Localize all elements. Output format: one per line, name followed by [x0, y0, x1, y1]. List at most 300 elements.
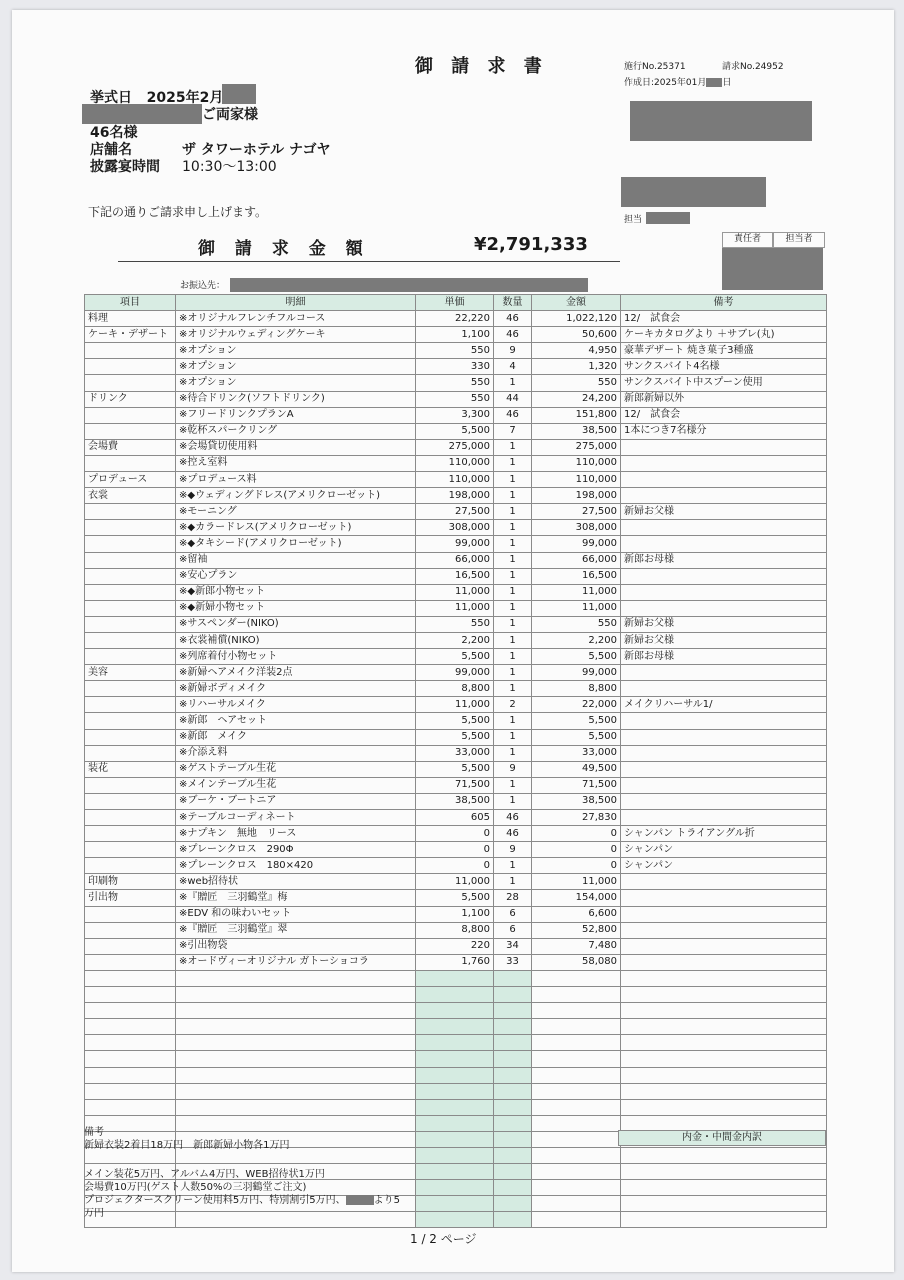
shiko-number: 施行No.25371 — [624, 62, 686, 72]
col-header-item: 項目 — [85, 295, 176, 311]
cell-remarks — [621, 665, 827, 681]
cell-remarks — [621, 1067, 827, 1083]
cell-detail: ※web招待状 — [176, 874, 416, 890]
col-header-detail: 明細 — [176, 295, 416, 311]
remarks-line: 万円 — [84, 1208, 104, 1219]
cell-unit-price: 5,500 — [416, 761, 494, 777]
cell-quantity — [494, 1067, 532, 1083]
cell-quantity: 9 — [494, 761, 532, 777]
family-name: ご両家様 — [202, 107, 258, 123]
redaction — [722, 248, 823, 290]
col-header-remarks: 備考 — [621, 295, 827, 311]
cell-detail — [176, 1083, 416, 1099]
cell-amount: 4,950 — [532, 343, 621, 359]
cell-item — [85, 568, 176, 584]
cell-quantity: 1 — [494, 375, 532, 391]
cell-remarks — [621, 1099, 827, 1115]
cell-remarks — [621, 906, 827, 922]
empty-row — [85, 1083, 827, 1099]
cell-amount — [532, 1051, 621, 1067]
cell-item: 装花 — [85, 761, 176, 777]
cell-remarks — [621, 777, 827, 793]
document-title: 御 請 求 書 — [415, 56, 548, 77]
cell-quantity: 1 — [494, 649, 532, 665]
cell-quantity: 1 — [494, 455, 532, 471]
cell-item — [85, 745, 176, 761]
cell-detail: ※プレーンクロス 180×420 — [176, 858, 416, 874]
cell-amount: 5,500 — [532, 713, 621, 729]
cell-item — [85, 343, 176, 359]
store-name: 店舗名 ザ タワーホテル ナゴヤ — [90, 142, 331, 158]
cell-remarks — [621, 1147, 827, 1163]
table-row — [85, 697, 827, 713]
cell-amount: 154,000 — [532, 890, 621, 906]
redaction — [630, 101, 812, 141]
cell-unit-price — [416, 1164, 494, 1180]
table-header-row — [85, 295, 827, 311]
cell-item: 料理 — [85, 311, 176, 327]
cell-quantity: 6 — [494, 922, 532, 938]
cell-item — [85, 423, 176, 439]
cell-detail: ※『贈匠 三羽鶴堂』梅 — [176, 890, 416, 906]
cell-remarks: 新婦お父様 — [621, 632, 827, 648]
cell-remarks — [621, 954, 827, 970]
cell-amount: 22,000 — [532, 697, 621, 713]
cell-amount: 198,000 — [532, 488, 621, 504]
sekinin-stamp-label: 責任者 — [722, 232, 773, 248]
cell-remarks — [621, 1180, 827, 1196]
cell-detail — [176, 1035, 416, 1051]
cell-quantity — [494, 1164, 532, 1180]
cell-unit-price: 110,000 — [416, 455, 494, 471]
cell-remarks — [621, 890, 827, 906]
cell-remarks: 1本につき7名様分 — [621, 423, 827, 439]
cell-quantity: 46 — [494, 311, 532, 327]
cell-detail: ※オリジナルフレンチフルコース — [176, 311, 416, 327]
remarks-line: 会場費10万円(ゲスト人数50%の三羽鶴堂ご注文) — [84, 1182, 307, 1193]
table-row — [85, 375, 827, 391]
cell-amount: 8,800 — [532, 681, 621, 697]
cell-amount: 0 — [532, 826, 621, 842]
cell-amount: 7,480 — [532, 938, 621, 954]
cell-amount: 0 — [532, 858, 621, 874]
cell-unit-price — [416, 1196, 494, 1212]
cell-remarks — [621, 455, 827, 471]
cell-item — [85, 520, 176, 536]
cell-unit-price — [416, 1115, 494, 1131]
cell-remarks: シャンパン トライアングル折 — [621, 826, 827, 842]
table-row — [85, 842, 827, 858]
col-header-amount: 金額 — [532, 295, 621, 311]
cell-quantity: 1 — [494, 874, 532, 890]
cell-item — [85, 729, 176, 745]
cell-item — [85, 987, 176, 1003]
cell-quantity — [494, 1019, 532, 1035]
cell-amount: 11,000 — [532, 584, 621, 600]
cell-unit-price: 8,800 — [416, 681, 494, 697]
cell-amount: 50,600 — [532, 327, 621, 343]
cell-quantity: 1 — [494, 729, 532, 745]
cell-unit-price: 11,000 — [416, 874, 494, 890]
cell-amount: 550 — [532, 375, 621, 391]
cell-detail: ※衣裳補償(NIKO) — [176, 632, 416, 648]
cell-remarks: ケーキカタログより ＋サブレ(丸) — [621, 327, 827, 343]
cell-quantity: 46 — [494, 407, 532, 423]
cell-remarks — [621, 1164, 827, 1180]
cell-quantity: 1 — [494, 793, 532, 809]
table-row — [85, 681, 827, 697]
cell-detail: ※新郎 メイク — [176, 729, 416, 745]
cell-amount — [532, 1115, 621, 1131]
cell-detail: ※テーブルコーディネート — [176, 810, 416, 826]
cell-remarks: メイクリハーサル1/ — [621, 697, 827, 713]
cell-quantity: 1 — [494, 568, 532, 584]
empty-row — [85, 987, 827, 1003]
cell-remarks: 新郎お母様 — [621, 552, 827, 568]
cell-remarks — [621, 987, 827, 1003]
redaction — [82, 104, 202, 124]
cell-unit-price — [416, 1083, 494, 1099]
cell-unit-price — [416, 1035, 494, 1051]
cell-amount: 275,000 — [532, 439, 621, 455]
cell-detail: ※安心プラン — [176, 568, 416, 584]
cell-quantity — [494, 1083, 532, 1099]
cell-detail — [176, 1099, 416, 1115]
cell-amount: 16,500 — [532, 568, 621, 584]
cell-detail: ※新郎 ヘアセット — [176, 713, 416, 729]
table-row — [85, 439, 827, 455]
cell-detail — [176, 1019, 416, 1035]
cell-remarks — [621, 793, 827, 809]
cell-item: プロデュース — [85, 472, 176, 488]
cell-amount: 99,000 — [532, 536, 621, 552]
reception-time: 披露宴時間 10:30～13:00 — [90, 159, 277, 175]
cell-unit-price — [416, 987, 494, 1003]
cell-amount: 1,022,120 — [532, 311, 621, 327]
amount-label: 御 請 求 金 額 — [198, 239, 370, 259]
cell-amount: 110,000 — [532, 455, 621, 471]
cell-item — [85, 697, 176, 713]
cell-amount — [532, 1019, 621, 1035]
cell-item — [85, 552, 176, 568]
cell-unit-price: 5,500 — [416, 713, 494, 729]
cell-detail: ※列席着付小物セット — [176, 649, 416, 665]
cell-detail: ※オードヴィーオリジナル ガトーショコラ — [176, 954, 416, 970]
cell-unit-price — [416, 1099, 494, 1115]
cell-detail: ※メインテーブル生花 — [176, 777, 416, 793]
cell-item — [85, 793, 176, 809]
cell-quantity — [494, 1035, 532, 1051]
cell-item: 美容 — [85, 665, 176, 681]
cell-quantity — [494, 1196, 532, 1212]
cell-quantity: 28 — [494, 890, 532, 906]
table-row — [85, 455, 827, 471]
cell-unit-price — [416, 1019, 494, 1035]
cell-item — [85, 600, 176, 616]
cell-quantity: 1 — [494, 439, 532, 455]
cell-unit-price: 71,500 — [416, 777, 494, 793]
cell-unit-price: 220 — [416, 938, 494, 954]
cell-quantity: 1 — [494, 600, 532, 616]
cell-amount — [532, 1003, 621, 1019]
cell-detail: ※『贈匠 三羽鶴堂』翠 — [176, 922, 416, 938]
empty-row — [85, 970, 827, 986]
cell-quantity: 1 — [494, 488, 532, 504]
cell-amount: 5,500 — [532, 649, 621, 665]
tanto-stamp-label: 担当者 — [773, 232, 825, 248]
table-row — [85, 890, 827, 906]
cell-item — [85, 1003, 176, 1019]
table-row — [85, 472, 827, 488]
cell-unit-price: 1,100 — [416, 327, 494, 343]
table-row — [85, 327, 827, 343]
cell-quantity: 6 — [494, 906, 532, 922]
cell-detail: ※モーニング — [176, 504, 416, 520]
cell-unit-price: 99,000 — [416, 665, 494, 681]
cell-amount — [532, 1131, 621, 1147]
cell-unit-price: 5,500 — [416, 649, 494, 665]
cell-detail: ※ゲストテーブル生花 — [176, 761, 416, 777]
cell-remarks: シャンパン — [621, 842, 827, 858]
tanto-label: 担当 — [624, 215, 643, 225]
cell-unit-price: 27,500 — [416, 504, 494, 520]
cell-amount: 5,500 — [532, 729, 621, 745]
cell-amount: 33,000 — [532, 745, 621, 761]
cell-unit-price: 8,800 — [416, 922, 494, 938]
cell-quantity: 4 — [494, 359, 532, 375]
table-row — [85, 600, 827, 616]
cell-unit-price: 308,000 — [416, 520, 494, 536]
cell-unit-price — [416, 1212, 494, 1228]
cell-item: ケーキ・デザート — [85, 327, 176, 343]
cell-remarks — [621, 1083, 827, 1099]
cell-unit-price: 5,500 — [416, 890, 494, 906]
cell-amount — [532, 1083, 621, 1099]
cell-remarks — [621, 1035, 827, 1051]
table-row — [85, 810, 827, 826]
redaction — [230, 278, 588, 292]
cell-item — [85, 810, 176, 826]
cell-quantity: 1 — [494, 504, 532, 520]
col-header-quantity: 数量 — [494, 295, 532, 311]
remarks-line: 新婦衣装2着目18万円 新郎新婦小物各1万円 — [84, 1140, 290, 1151]
cell-item: 会場費 — [85, 439, 176, 455]
cell-item — [85, 584, 176, 600]
cell-unit-price — [416, 1051, 494, 1067]
cell-item — [85, 713, 176, 729]
cell-amount — [532, 1164, 621, 1180]
cell-detail: ※新婦ボディメイク — [176, 681, 416, 697]
cell-remarks: サンクスバイト4名様 — [621, 359, 827, 375]
cell-item — [85, 504, 176, 520]
cell-remarks: 12/ 試食会 — [621, 311, 827, 327]
cell-detail: ※プロデュース料 — [176, 472, 416, 488]
cell-item — [85, 938, 176, 954]
table-row — [85, 729, 827, 745]
bank-label: お振込先： — [180, 281, 226, 291]
cell-unit-price: 550 — [416, 343, 494, 359]
cell-amount: 52,800 — [532, 922, 621, 938]
cell-quantity: 1 — [494, 616, 532, 632]
table-row — [85, 761, 827, 777]
cell-detail: ※◆ウェディングドレス(アメリクローゼット) — [176, 488, 416, 504]
remarks-line: プロジェクタースクリーン使用料5万円、特別割引5万円、 より5 — [84, 1195, 400, 1206]
cell-quantity: 1 — [494, 552, 532, 568]
cell-item: 引出物 — [85, 890, 176, 906]
cell-remarks — [621, 520, 827, 536]
cell-unit-price — [416, 970, 494, 986]
cell-detail: ※ブーケ・ブートニア — [176, 793, 416, 809]
empty-row — [85, 1003, 827, 1019]
cell-detail: ※◆新婦小物セット — [176, 600, 416, 616]
cell-amount: 38,500 — [532, 423, 621, 439]
cell-unit-price: 550 — [416, 616, 494, 632]
cell-remarks — [621, 488, 827, 504]
cell-detail: ※乾杯スパークリング — [176, 423, 416, 439]
table-row — [85, 713, 827, 729]
table-row — [85, 793, 827, 809]
cell-item — [85, 536, 176, 552]
cell-unit-price — [416, 1131, 494, 1147]
cell-quantity — [494, 1003, 532, 1019]
cell-item — [85, 826, 176, 842]
table-row — [85, 504, 827, 520]
redaction — [621, 177, 766, 207]
cell-item — [85, 777, 176, 793]
cell-remarks — [621, 713, 827, 729]
cell-item — [85, 407, 176, 423]
table-row — [85, 649, 827, 665]
cell-unit-price: 0 — [416, 826, 494, 842]
table-row — [85, 826, 827, 842]
cell-detail: ※留袖 — [176, 552, 416, 568]
cell-remarks: 新婦お父様 — [621, 504, 827, 520]
cell-unit-price: 605 — [416, 810, 494, 826]
cell-remarks: シャンパン — [621, 858, 827, 874]
cell-unit-price: 275,000 — [416, 439, 494, 455]
request-note: 下記の通りご請求申し上げます。 — [88, 205, 268, 219]
cell-remarks — [621, 568, 827, 584]
cell-item — [85, 842, 176, 858]
cell-unit-price: 0 — [416, 858, 494, 874]
cell-unit-price: 16,500 — [416, 568, 494, 584]
cell-item — [85, 1099, 176, 1115]
empty-row — [85, 1099, 827, 1115]
cell-quantity: 46 — [494, 826, 532, 842]
cell-item — [85, 970, 176, 986]
cell-detail: ※◆タキシード(アメリクローゼット) — [176, 536, 416, 552]
cell-item: ドリンク — [85, 391, 176, 407]
cell-amount — [532, 987, 621, 1003]
cell-amount: 24,200 — [532, 391, 621, 407]
cell-amount: 58,080 — [532, 954, 621, 970]
cell-remarks: 12/ 試食会 — [621, 407, 827, 423]
cell-remarks — [621, 1003, 827, 1019]
cell-item — [85, 681, 176, 697]
table-row — [85, 520, 827, 536]
cell-amount — [532, 1180, 621, 1196]
seikyu-number: 請求No.24952 — [722, 62, 784, 72]
cell-amount — [532, 1067, 621, 1083]
cell-amount: 2,200 — [532, 632, 621, 648]
cell-amount: 308,000 — [532, 520, 621, 536]
cell-item — [85, 455, 176, 471]
cell-detail: ※ナプキン 無地 リース — [176, 826, 416, 842]
cell-amount — [532, 1196, 621, 1212]
amount-value: ¥2,791,333 — [474, 234, 588, 255]
cell-amount: 27,830 — [532, 810, 621, 826]
cell-quantity: 1 — [494, 858, 532, 874]
cell-quantity: 1 — [494, 681, 532, 697]
cell-quantity: 33 — [494, 954, 532, 970]
table-row — [85, 488, 827, 504]
table-row — [85, 423, 827, 439]
cell-quantity: 1 — [494, 745, 532, 761]
table-row — [85, 616, 827, 632]
cell-quantity: 1 — [494, 665, 532, 681]
cell-remarks — [621, 600, 827, 616]
cell-quantity — [494, 970, 532, 986]
cell-quantity: 1 — [494, 520, 532, 536]
cell-remarks — [621, 439, 827, 455]
table-row — [85, 938, 827, 954]
cell-item — [85, 858, 176, 874]
cell-amount: 6,600 — [532, 906, 621, 922]
col-header-unit-price: 単価 — [416, 295, 494, 311]
cell-remarks — [621, 584, 827, 600]
invoice-table — [84, 294, 827, 1228]
cell-remarks — [621, 681, 827, 697]
table-row — [85, 954, 827, 970]
redaction — [222, 84, 256, 104]
table-row — [85, 632, 827, 648]
cell-unit-price: 330 — [416, 359, 494, 375]
table-row — [85, 922, 827, 938]
cell-detail: ※引出物袋 — [176, 938, 416, 954]
redaction — [646, 212, 690, 224]
cell-remarks — [621, 729, 827, 745]
cell-amount — [532, 1099, 621, 1115]
cell-remarks — [621, 1212, 827, 1228]
cell-item: 印刷物 — [85, 874, 176, 890]
table-row — [85, 359, 827, 375]
cell-quantity — [494, 1131, 532, 1147]
cell-amount: 99,000 — [532, 665, 621, 681]
cell-remarks — [621, 970, 827, 986]
cell-remarks — [621, 810, 827, 826]
cell-detail: ※EDV 和の味わいセット — [176, 906, 416, 922]
cell-amount: 27,500 — [532, 504, 621, 520]
cell-remarks: 新婦お父様 — [621, 616, 827, 632]
empty-row — [85, 1035, 827, 1051]
cell-quantity: 1 — [494, 536, 532, 552]
remarks-label: 備考 — [84, 1127, 104, 1138]
cell-amount — [532, 1147, 621, 1163]
cell-remarks: サンクスバイト中スプーン使用 — [621, 375, 827, 391]
cell-item — [85, 1067, 176, 1083]
table-row — [85, 391, 827, 407]
cell-amount: 550 — [532, 616, 621, 632]
deposit-breakdown-label: 内金・中間金内訳 — [618, 1130, 826, 1146]
cell-detail — [176, 1003, 416, 1019]
cell-quantity — [494, 1099, 532, 1115]
cell-detail: ※介添え料 — [176, 745, 416, 761]
cell-quantity: 34 — [494, 938, 532, 954]
empty-row — [85, 1051, 827, 1067]
cell-item — [85, 616, 176, 632]
cell-unit-price: 550 — [416, 375, 494, 391]
cell-remarks: 新郎新婦以外 — [621, 391, 827, 407]
